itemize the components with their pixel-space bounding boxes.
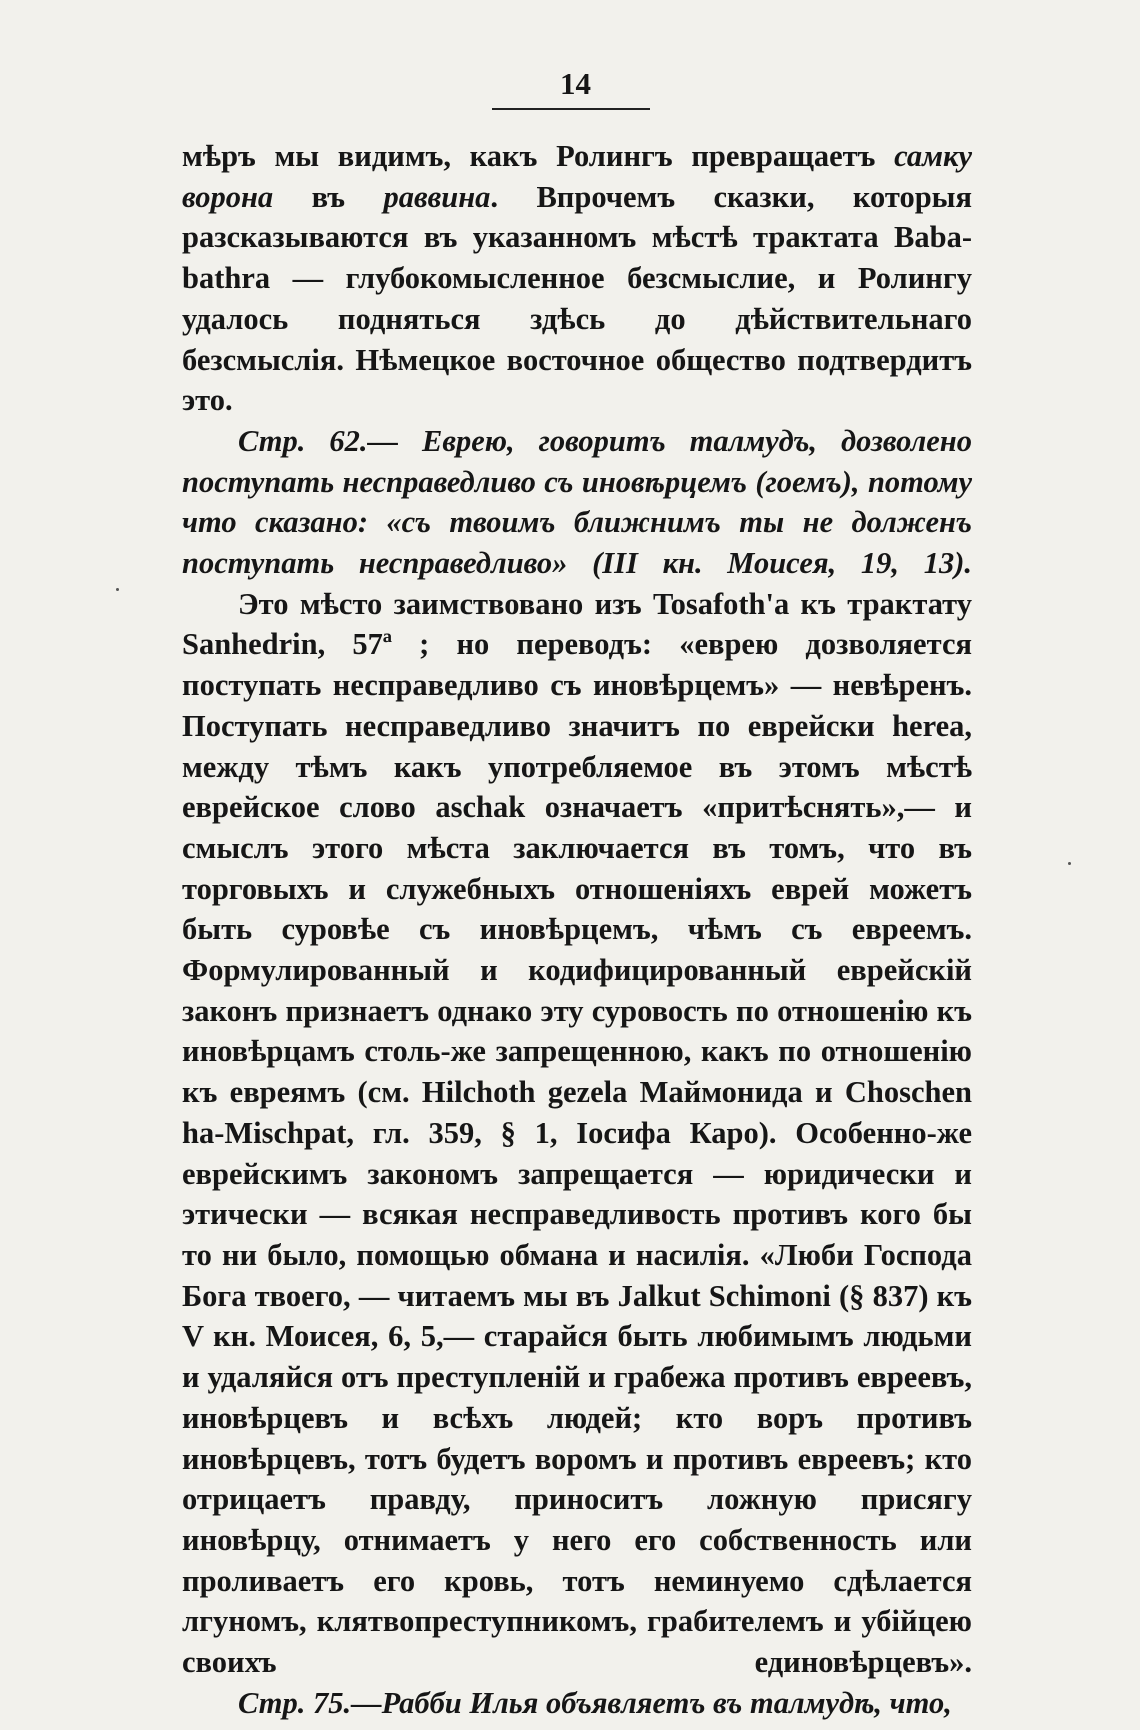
italic-segment: Стр. 75.—Рабби Илья объявляетъ въ талмудѣ, что, xyxy=(238,1685,952,1720)
italic-segment: раввина xyxy=(383,179,491,214)
text-segment: мѣръ мы видимъ, какъ Ролингъ превращаетъ xyxy=(182,139,895,173)
paragraph-2 xyxy=(182,421,972,584)
page-number: 14 xyxy=(560,66,591,101)
paragraph-3 xyxy=(182,584,972,1683)
body-text xyxy=(182,136,972,1723)
paragraph-4 xyxy=(182,1683,972,1724)
speck xyxy=(116,588,119,591)
paragraph-1 xyxy=(182,136,972,421)
speck xyxy=(1068,862,1071,865)
italic-segment: Стр. 62.— Еврею, говоритъ талмудъ, дозволено поступать несправедливо съ иновѣрцемъ (гоемъ), потому что сказано: «съ твоимъ ближнимъ ты не долженъ поступать несправедливо» (III кн. Моисея, 19, 13). xyxy=(182,423,972,581)
italic-segment: самку ворона xyxy=(182,139,972,214)
text-segment: Это мѣсто заимствовано изъ Tosafoth'а къ трактату Sanhedrin, 57ª ; но переводъ: «еврею дозволяется поступать несправедливо съ иновѣрцемъ» — невѣренъ. Поступать несправедливо значитъ по еврейски herea, между тѣмъ какъ употребляемое въ этомъ мѣстѣ еврейское слово aschak означаетъ «притѣснять»,— и смыслъ этого мѣста заключается въ томъ, что въ торговыхъ и служебныхъ отношеніяхъ еврей можетъ быть суровѣе съ иновѣрцемъ, чѣмъ съ евреемъ. Формулированный и кодифицированный еврейскій законъ признаетъ однако эту суровость по отношенію къ иновѣрцамъ столь-же запрещенною, какъ по отношенію къ евреямъ (см. Hilchoth gezela Маймонида и Choschen ha-Mischpat, гл. 359, § 1, Іосифа Каро). Особенно-же еврейскимъ закономъ запрещается — юридически и этически — всякая несправедливость противъ кого бы то ни было, помощью обмана и насилія. «Люби Господа Бога твоего, — читаемъ мы въ Jalkut Schimoni (§ 837) къ V кн. Моисея, 6, 5,— старайся быть любимымъ людьми и удаляйся отъ преступленій и грабежа противъ евреевъ, иновѣрцевъ и всѣхъ людей; кто воръ противъ иновѣрцевъ, тотъ будетъ воромъ и противъ евреевъ; кто отрицаетъ правду, приноситъ ложную присягу иновѣрцу, отнимаетъ у него его собственность или проливаетъ его кровь, тотъ неминуемо сдѣлается лгуномъ, клятвопреступникомъ, грабителемъ и убійцею своихъ единовѣрцевъ». xyxy=(182,586,972,1680)
header-rule xyxy=(492,108,650,110)
text-segment: . Впрочемъ сказки, которыя разсказываются въ указанномъ мѣстѣ трактата Baba-bathra — глубокомысленное безсмыслие, и Ролингу удалось подняться здѣсь до дѣйствительнаго безсмыслія. Нѣмецкое восточное общество подтвердитъ это. xyxy=(182,179,972,418)
text-segment: въ xyxy=(273,179,384,214)
